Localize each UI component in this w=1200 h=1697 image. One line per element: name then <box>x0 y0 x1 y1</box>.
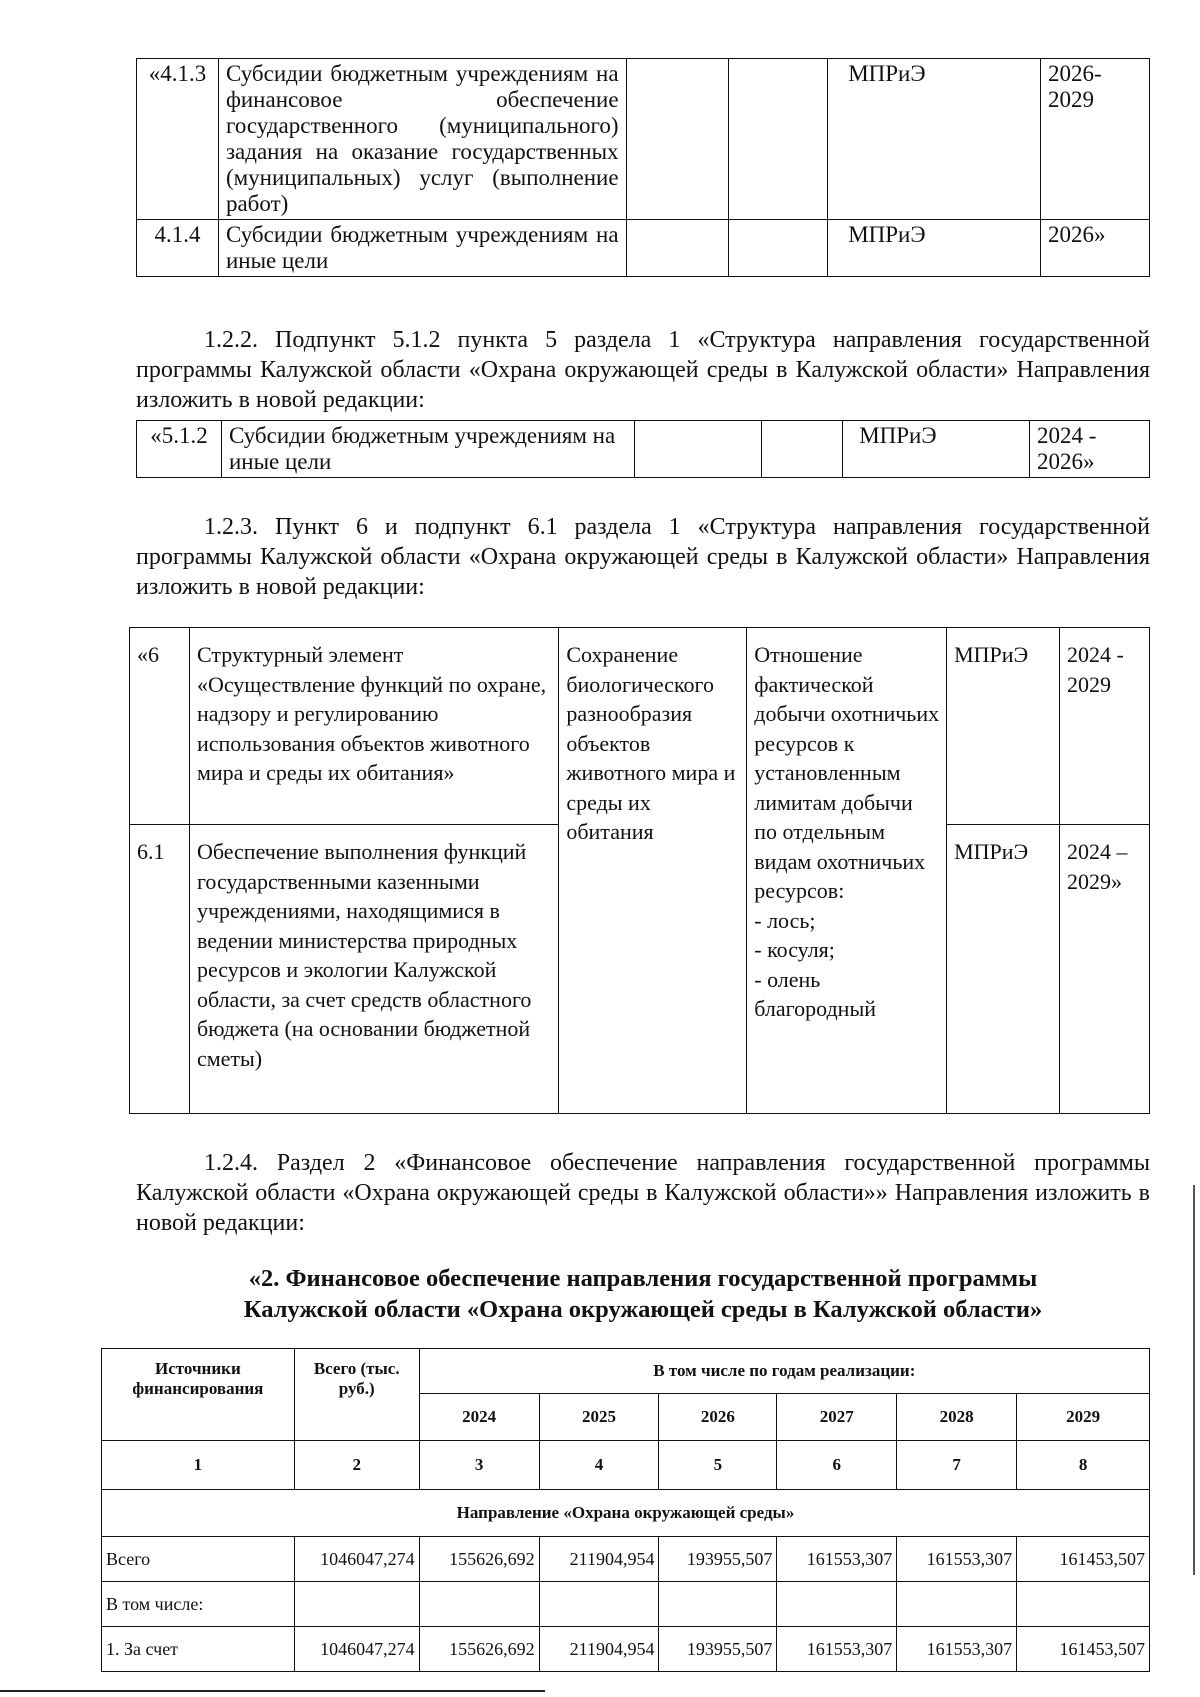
financing-table <box>101 1348 1150 1672</box>
item-number: 4.1.4 <box>137 220 219 277</box>
responsible-org: МПРиЭ <box>828 220 1041 277</box>
value-2027: 161553,307 <box>777 1537 897 1582</box>
table-row <box>130 628 1150 825</box>
period: 2026» <box>1040 220 1149 277</box>
item-number: «6 <box>130 628 190 825</box>
row-label: Всего <box>102 1537 295 1582</box>
row-label: 1. За счет <box>102 1627 295 1672</box>
column-index: 8 <box>1017 1441 1150 1490</box>
column-index: 6 <box>777 1441 897 1490</box>
section-row <box>102 1490 1150 1537</box>
indicator-item: - олень благородный <box>754 966 877 1021</box>
value-2027: 161553,307 <box>777 1627 897 1672</box>
heading-line: Калужской области «Охрана окружающей среды в Калужской области» <box>243 1296 1043 1323</box>
scan-artifact-line <box>0 1690 545 1692</box>
structure-table-6 <box>129 627 1150 1114</box>
index-row <box>102 1441 1150 1490</box>
header-year: 2028 <box>897 1394 1017 1441</box>
empty-cell <box>626 220 729 277</box>
column-index: 1 <box>102 1441 295 1490</box>
value-total: 1046047,274 <box>294 1627 419 1672</box>
value-2024 <box>419 1582 539 1627</box>
paragraph-1-2-4: 1.2.4. Раздел 2 «Финансовое обеспечение направления государственной программы Калужской области «Охрана окружающей среды в Калужской области»» Направления изложить в новой редакции: <box>136 1150 1150 1236</box>
structure-table-4 <box>136 58 1150 277</box>
goal-cell: Сохранение биологического разнообразия объектов животного мира и среды их обитания <box>559 628 747 1114</box>
item-description: Субсидии бюджетным учреждениям на иные цели <box>218 220 626 277</box>
period: 2024 - 2029 <box>1060 628 1150 825</box>
paragraph-1-2-3: 1.2.3. Пункт 6 и подпункт 6.1 раздела 1 «Структура направления государственной программы Калужской области «Охрана окружающей среды в Калужской области» Направления изложить в новой редакции: <box>136 514 1150 600</box>
indicator-item: - косуля; <box>754 937 835 962</box>
responsible-org: МПРиЭ <box>947 628 1060 825</box>
table-row <box>137 421 1150 478</box>
section-2-heading <box>136 1263 1150 1325</box>
row-label: В том числе: <box>102 1582 295 1627</box>
header-year: 2027 <box>777 1394 897 1441</box>
item-description: Обеспечение выполнения функций государственными казенными учреждениями, находящимися в ведении министерства природных ресурсов и экологии Калужской области, за счет средств областного бюджета (на основании бюджетной сметы) <box>189 825 558 1114</box>
empty-cell <box>729 220 828 277</box>
header-total: Всего (тыс. руб.) <box>294 1349 419 1441</box>
value-2025: 211904,954 <box>539 1627 659 1672</box>
period: 2026-2029 <box>1040 59 1149 220</box>
item-description: Структурный элемент «Осуществление функций по охране, надзору и регулированию использования объектов животного мира и среды их обитания» <box>189 628 558 825</box>
empty-cell <box>729 59 828 220</box>
header-year: 2029 <box>1017 1394 1150 1441</box>
heading-line: «2. Финансовое обеспечение направления государственной программы <box>248 1265 1038 1292</box>
item-number: «4.1.3 <box>137 59 219 220</box>
header-source: Источники финансирования <box>102 1349 295 1441</box>
table-row <box>102 1537 1150 1582</box>
structure-table-5 <box>136 420 1150 478</box>
header-row <box>102 1349 1150 1394</box>
header-year: 2024 <box>419 1394 539 1441</box>
paragraph-1-2-2: 1.2.2. Подпункт 5.1.2 пункта 5 раздела 1 «Структура направления государственной программы Калужской области «Охрана окружающей среды в Калужской области» Направления изложить в новой редакции: <box>136 327 1150 413</box>
responsible-org: МПРиЭ <box>828 59 1041 220</box>
header-year: 2026 <box>659 1394 777 1441</box>
period: 2024 - 2026» <box>1030 421 1150 478</box>
value-2028: 161553,307 <box>897 1627 1017 1672</box>
table-row <box>137 59 1150 220</box>
value-2025: 211904,954 <box>539 1537 659 1582</box>
responsible-org: МПРиЭ <box>843 421 1030 478</box>
indicator-intro: Отношение фактической добычи охотничьих ресурсов к установленным лимитам добычи по отдельным видам охотничьих ресурсов: <box>754 642 940 903</box>
column-index: 4 <box>539 1441 659 1490</box>
value-total <box>294 1582 419 1627</box>
indicator-cell <box>747 628 947 1114</box>
value-2028 <box>897 1582 1017 1627</box>
column-index: 7 <box>897 1441 1017 1490</box>
responsible-org: МПРиЭ <box>947 825 1060 1114</box>
column-index: 2 <box>294 1441 419 1490</box>
column-index: 5 <box>659 1441 777 1490</box>
empty-cell <box>762 421 843 478</box>
value-2026: 193955,507 <box>659 1627 777 1672</box>
value-2028: 161553,307 <box>897 1537 1017 1582</box>
item-number: «5.1.2 <box>137 421 222 478</box>
value-2027 <box>777 1582 897 1627</box>
indicator-item: - лось; <box>754 907 816 933</box>
value-2026 <box>659 1582 777 1627</box>
item-description: Субсидии бюджетным учреждениям на финансовое обеспечение государственного (муниципального) задания на оказание государственных (муниципальных) услуг (выполнение работ) <box>218 59 626 220</box>
item-number: 6.1 <box>130 825 190 1114</box>
column-index: 3 <box>419 1441 539 1490</box>
value-2029 <box>1017 1582 1150 1627</box>
empty-cell <box>634 421 762 478</box>
value-2024: 155626,692 <box>419 1627 539 1672</box>
value-2029: 161453,507 <box>1017 1537 1150 1582</box>
table-row <box>102 1582 1150 1627</box>
value-2029: 161453,507 <box>1017 1627 1150 1672</box>
value-2024: 155626,692 <box>419 1537 539 1582</box>
value-2026: 193955,507 <box>659 1537 777 1582</box>
section-title: Направление «Охрана окружающей среды» <box>102 1490 1150 1537</box>
table-row <box>137 220 1150 277</box>
empty-cell <box>626 59 729 220</box>
item-description: Субсидии бюджетным учреждениям на иные цели <box>221 421 634 478</box>
scan-artifact-edge <box>1193 1185 1195 1575</box>
period: 2024 – 2029» <box>1060 825 1150 1114</box>
header-years: В том числе по годам реализации: <box>419 1349 1149 1394</box>
table-row <box>102 1627 1150 1672</box>
header-year: 2025 <box>539 1394 659 1441</box>
value-total: 1046047,274 <box>294 1537 419 1582</box>
value-2025 <box>539 1582 659 1627</box>
